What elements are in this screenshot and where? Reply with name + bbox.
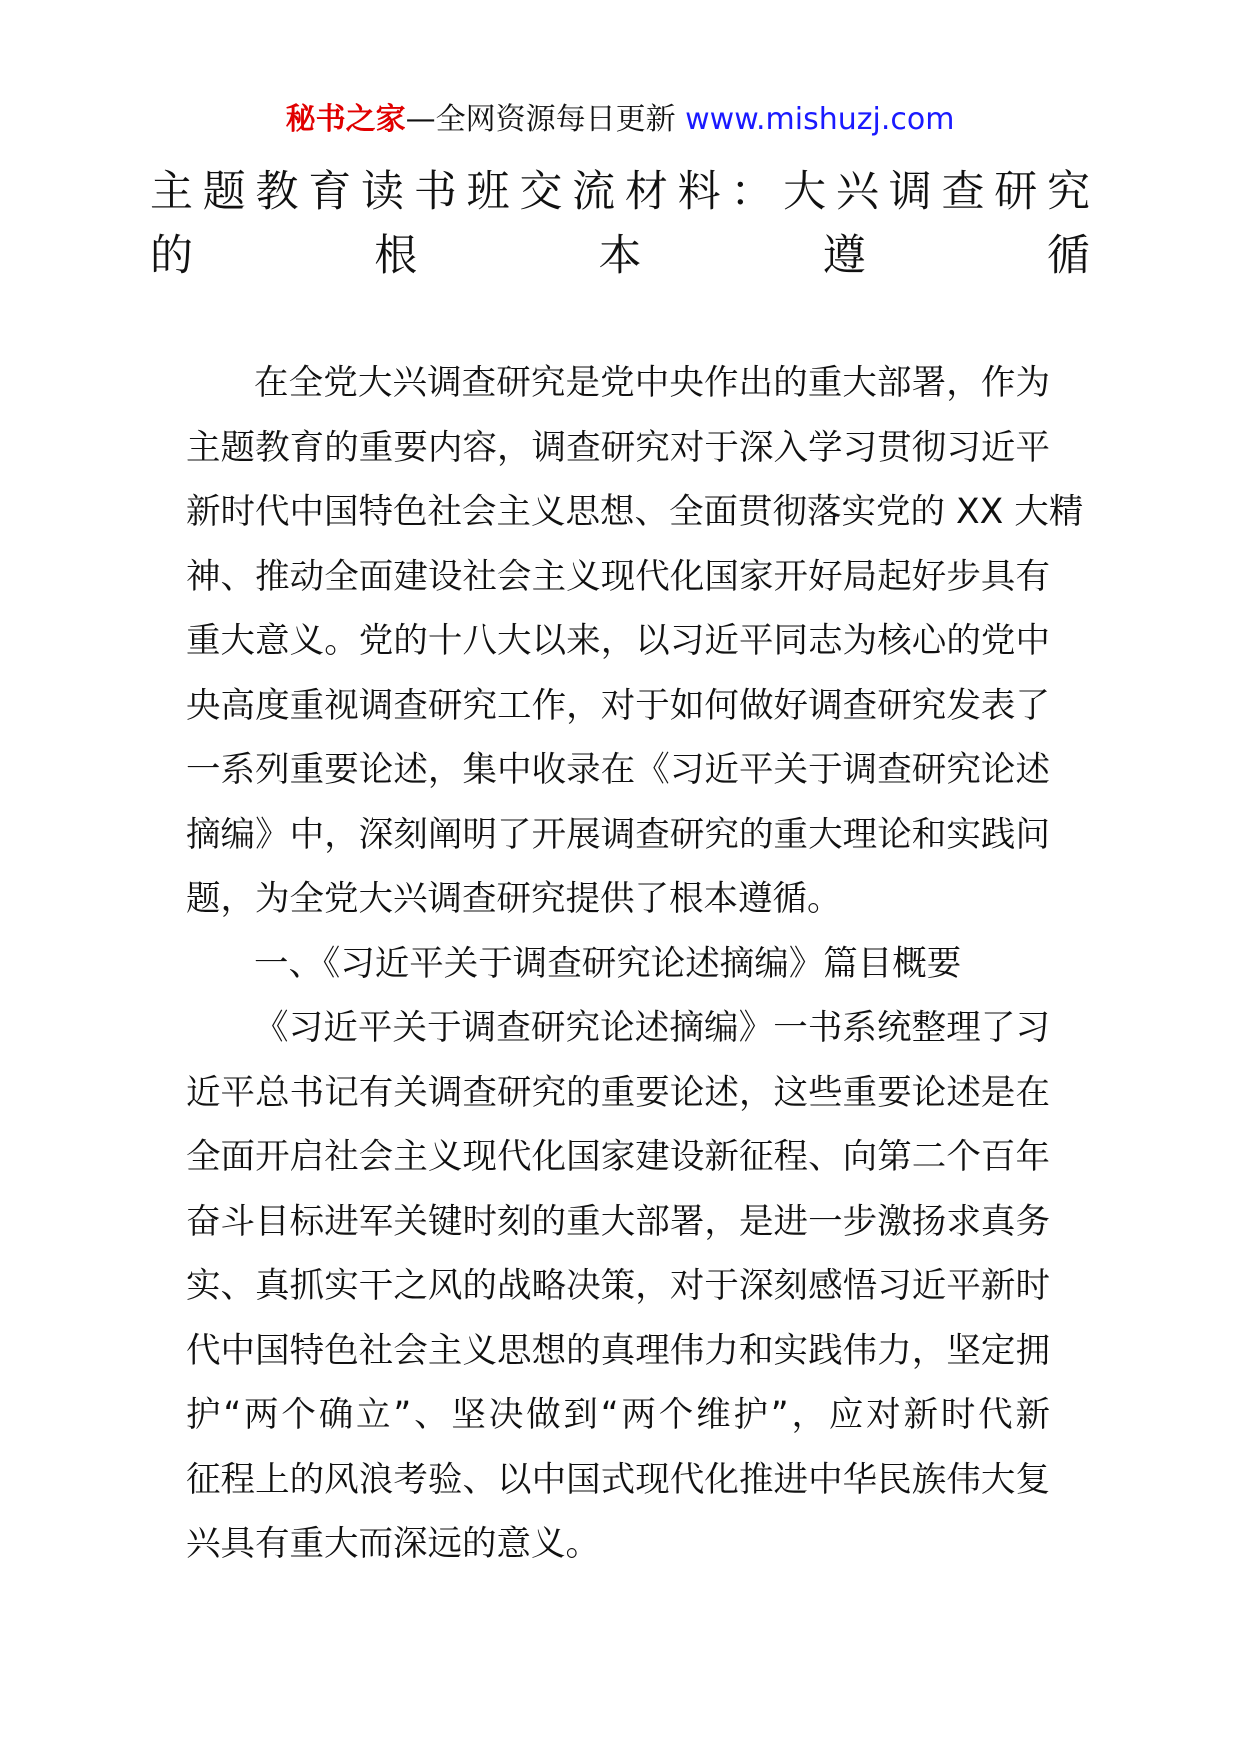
brand-name: 秘书之家 [285,102,406,137]
paragraph-line: 重大意义。党的十八大以来，以习近平同志为核心的党中 [186,621,1050,661]
paragraph-line: 全面开启社会主义现代化国家建设新征程、向第二个百年 [186,1137,1050,1177]
paragraph-line: 近平总书记有关调查研究的重要论述，这些重要论述是在 [186,1072,1050,1113]
section-heading [186,932,1050,997]
document-title [150,160,1090,288]
paragraph-line: 摘编》中，深刻阐明了开展调查研究的重大理论和实践问 [186,814,1050,855]
paragraph-line: 新时代中国特色社会主义思想、全面贯彻落实党的 XX 大精 [186,492,1084,532]
paragraph-line: 征程上的风浪考验、以中国式现代化推进中华民族伟大复 [186,1459,1050,1500]
paragraph-line: 神、推动全面建设社会主义现代化国家开好局起好步具有 [186,556,1050,597]
title-line: 的根本遵循 [150,231,1090,281]
paragraph-line: 在全党大兴调查研究是党中央作出的重大部署，作为 [254,363,1050,403]
paragraph-line: 主题教育的重要内容，调查研究对于深入学习贯彻习近平 [186,427,1050,468]
paragraph-line: 《习近平关于调查研究论述摘编》一书系统整理了习 [254,1008,1050,1048]
paragraph-overview [186,996,1050,1577]
site-header [0,100,1240,140]
document-body [186,351,1084,1577]
paragraph-line: 兴具有重大而深远的意义。 [186,1524,600,1564]
paragraph-line: 代中国特色社会主义思想的真理伟力和实践伟力，坚定拥 [186,1330,1050,1371]
paragraph-intro [186,351,1084,932]
paragraph-line: 实、真抓实干之风的战略决策，对于深刻感悟习近平新时 [186,1266,1050,1306]
paragraph-line: 一系列重要论述，集中收录在《习近平关于调查研究论述 [186,750,1050,790]
paragraph-line: 奋斗目标进军关键时刻的重大部署，是进一步激扬求真务 [186,1201,1050,1242]
paragraph-line: 护“两个确立”、坚决做到“两个维护”，应对新时代新 [186,1395,1050,1435]
paragraph-line: 央高度重视调查研究工作，对于如何做好调查研究发表了 [186,685,1050,726]
paragraph-line: 题，为全党大兴调查研究提供了根本遵循。 [186,879,842,919]
site-link[interactable]: www.mishuzj.com [685,102,955,137]
header-slogan: —全网资源每日更新 [405,102,686,137]
section-heading-line: 一、《习近平关于调查研究论述摘编》篇目概要 [254,943,962,984]
title-line: 主题教育读书班交流材料：大兴调查研究 [150,167,1090,217]
